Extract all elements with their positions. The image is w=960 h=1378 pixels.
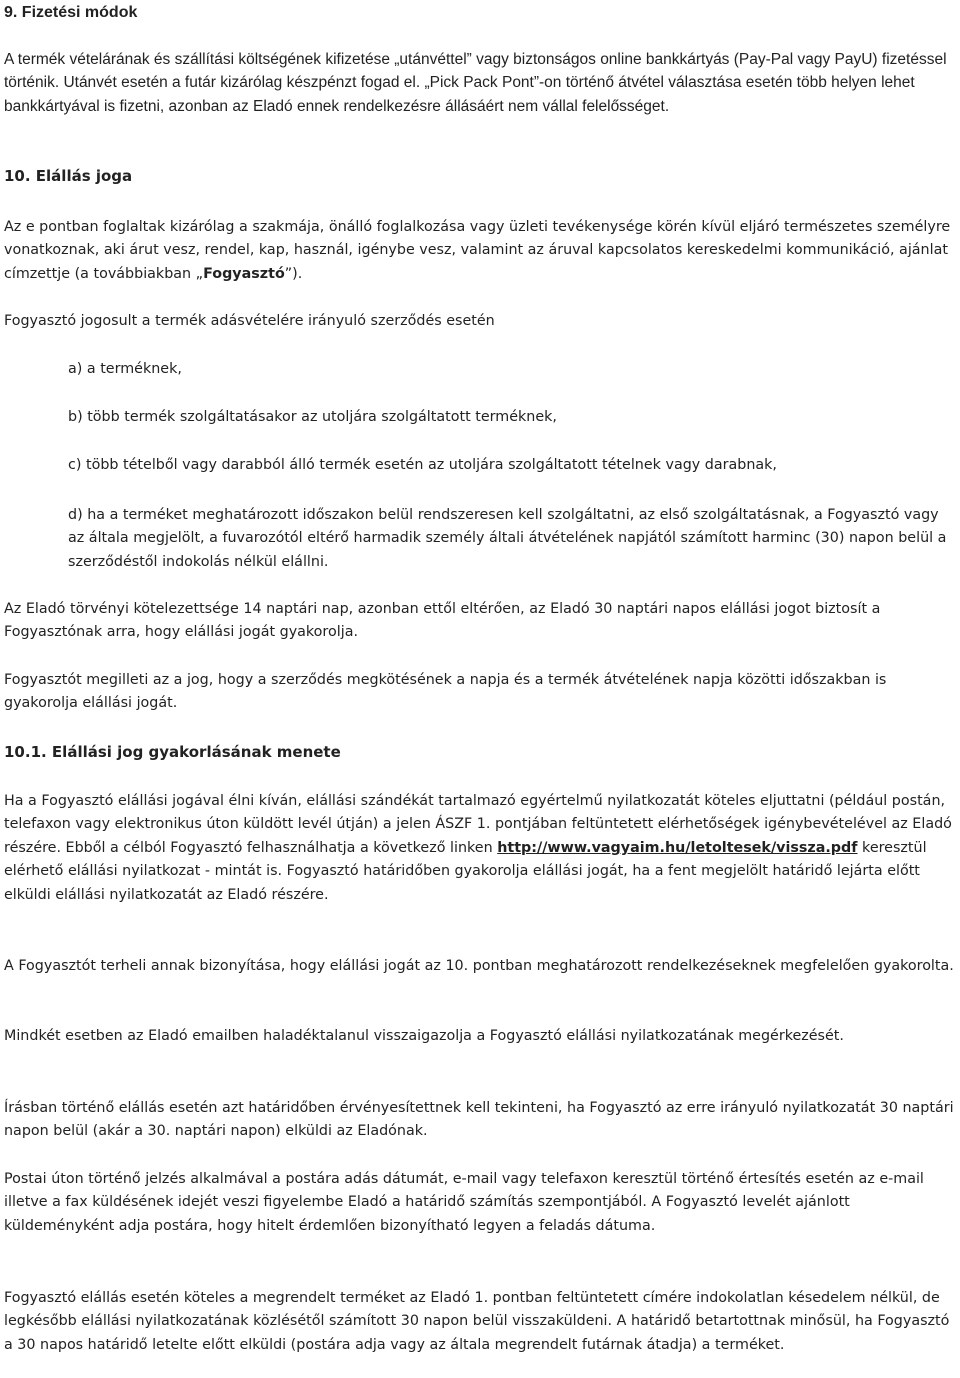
procedure-text-start: Ha a Fogyasztó elállási jogával élni kíván, elállási szándékát tartalmazó egyértelmű nyilatkozatát köteles eljuttatni (például postán, telefaxon vagy elektronikus úton küldött levél útján) a jelen ÁSZF 1. pontjában feltüntetett elérhetőségek igénybevételével az Eladó részére. Ebből a célból Fogyasztó felhasználhatja a következő linken bbox=[4, 793, 952, 856]
intro-text-end: ”). bbox=[284, 265, 303, 282]
withdrawal-form-link[interactable]: http://www.vagyaim.hu/letoltesek/vissza.pdf bbox=[497, 839, 858, 856]
obligation-paragraph: Az Eladó törvényi kötelezettsége 14 naptári nap, azonban ettől eltérően, az Eladó 30 naptári napos elállási jogot biztosít a Fogyasztónak arra, hogy elállási jogát gyakorolja. bbox=[4, 601, 881, 641]
confirmation-paragraph: Mindkét esetben az Eladó emailben haladéktalanul visszaigazolja a Fogyasztó elállási nyilatkozatának megérkezését. bbox=[4, 1028, 844, 1044]
intro-text-start: Az e pontban foglaltak kizárólag a szakmája, önálló foglalkozása vagy üzleti tevékenysége körén kívül eljáró természetes személyre vonatkoznak, aki árut vesz, rendel, kap, használ, igénybe vesz, valamint az áruval kapcsolatos kereskedelmi kommunikáció, ajánlat címzettje (a továbbiakban „ bbox=[4, 219, 951, 282]
section-9-paragraph: A termék vételárának és szállítási költségének kifizetése „utánvéttel” vagy biztonságos online bankkártyás (Pay-Pal vagy PayU) fizetéssel történik. Utánvét esetén a futár kizárólag készpénzt fogad el. „Pick Pack Pont”-on történő átvétel választása esetén több helyen lehet bankkártyával is fizetni, azonban az Eladó ennek rendelkezésre állásáért nem vállal felelősséget. bbox=[4, 51, 947, 115]
burden-of-proof-paragraph: A Fogyasztót terheli annak bizonyítása, hogy elállási jogát az 10. pontban meghatározott rendelkezéseknek megfelelően gyakorolta. bbox=[4, 958, 954, 974]
section-9-heading: 9. Fizetési módok bbox=[4, 4, 138, 21]
right-paragraph: Fogyasztót megilleti az a jog, hogy a szerződés megkötésének a napja és a termék átvételének napja közötti időszakban is gyakorolja elállási jogát. bbox=[4, 672, 887, 712]
list-item-d: d) ha a terméket meghatározott időszakon belül rendszeresen kell szolgáltatni, az első szolgáltatásnak, a Fogyasztó vagy az általa megjelölt, a fuvarozótól eltérő harmadik személy általi átvételének napjától számított harminc (30) napon belül a szerződéstől indokolás nélkül elállni. bbox=[68, 507, 947, 570]
postal-notice-paragraph: Postai úton történő jelzés alkalmával a postára adás dátumát, e-mail vagy telefaxon keresztül történő értesítés esetén az e-mail illetve a fax küldésének idejét veszi figyelembe Eladó a határidő számítás szempontjából. A Fogyasztó levelét ajánlott küldeményként adja postára, hogy hitelt érdemlően bizonyítható legyen a feladás dátuma. bbox=[4, 1171, 924, 1234]
return-product-paragraph: Fogyasztó elállás esetén köteles a megrendelt terméket az Eladó 1. pontban feltüntetett címére indokolatlan késedelem nélkül, de legkésőbb elállási nyilatkozatának közlésétől számított 30 napon belül visszaküldeni. A határidő betartottnak minősül, ha Fogyasztó a 30 napos határidő letelte előtt elküldi (postára adja vagy az általa megrendelt futárnak átadja) a terméket. bbox=[4, 1290, 950, 1353]
list-item-c: c) több tételből vagy darabból álló termék esetén az utoljára szolgáltatott tételnek vagy darabnak, bbox=[68, 457, 777, 473]
procedure-text-end: keresztül elérhető elállási nyilatkozat - mintát is. Fogyasztó határidőben gyakorolja elállási jogát, ha a fent megjelölt határidő lejárta előtt elküldi elállási nyilatkozatát az Eladó részére. bbox=[4, 839, 927, 903]
section-10-1-heading: 10.1. Elállási jog gyakorlásának menete bbox=[4, 743, 341, 761]
list-item-a: a) a terméknek, bbox=[68, 361, 182, 377]
section-10-heading: 10. Elállás joga bbox=[4, 167, 133, 185]
fogyaszto-term: Fogyasztó bbox=[203, 265, 285, 282]
withdrawal-procedure-paragraph bbox=[4, 790, 954, 907]
list-item-b: b) több termék szolgáltatásakor az utoljára szolgáltatott terméknek, bbox=[68, 409, 557, 425]
entitlement-paragraph: Fogyasztó jogosult a termék adásvételére irányuló szerződés esetén bbox=[4, 313, 495, 329]
section-10-intro bbox=[4, 216, 954, 286]
written-withdrawal-paragraph: Írásban történő elállás esetén azt határidőben érvényesítettnek kell tekinteni, ha Fogyasztó az erre irányuló nyilatkozatát 30 naptári napon belül (akár a 30. naptári napon) elküldi az Eladónak. bbox=[4, 1100, 954, 1140]
